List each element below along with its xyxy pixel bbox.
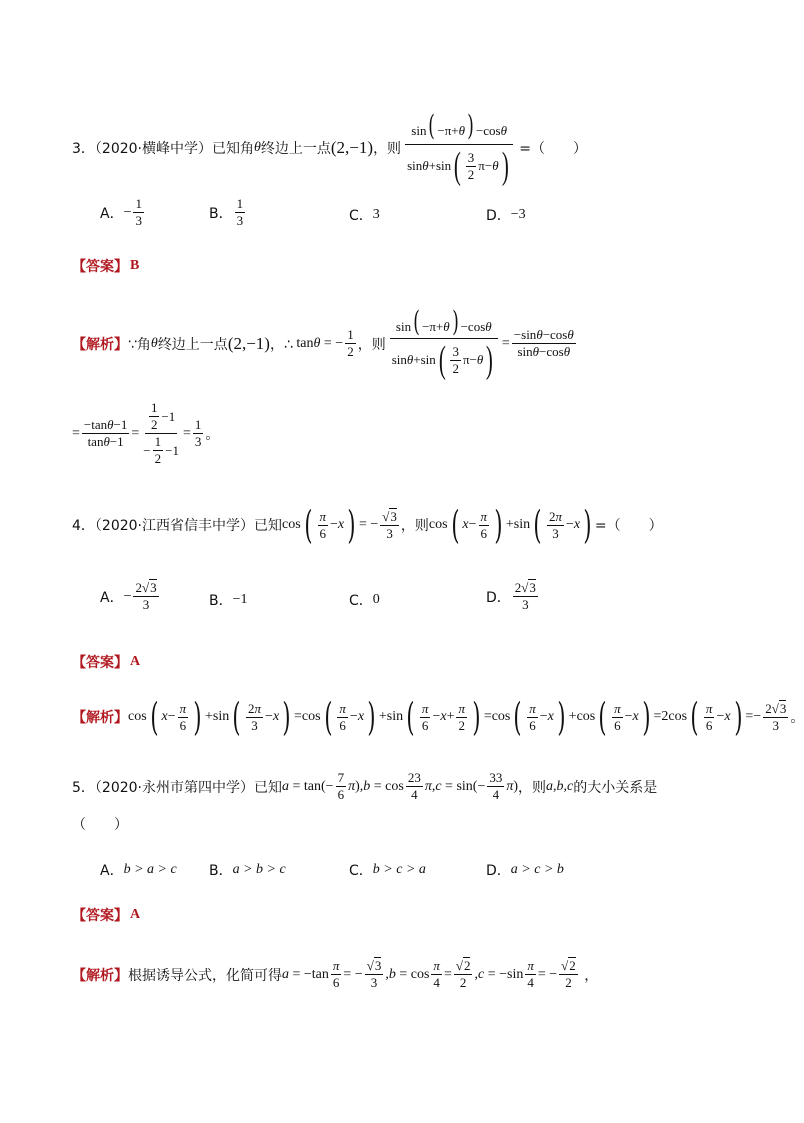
answer-value: B	[130, 258, 140, 273]
q5-stem: 5．（2020·永州市第四中学）已知 a = tan(− $\frac{7}{6}$ π),b = cos $\frac{23}{4}$ π,c = sin(− $\frac{33}{4}$ π) ，则 a,b,c 的大小关系是	[72, 770, 658, 802]
q3-analysis: 【解析】 ∵角 θ 终边上一点 (2,−1) ，∴ tanθ = − $\frac{1}{2}$ ，则 sin( −π+θ) −cosθ sin θ +sin ( $\frac{3}{2}$ π− θ ) = $\frac{-\sin\theta-\cos\theta}{\sin\theta-\cos\theta}$	[72, 305, 574, 381]
q3-option-b[interactable]: B． $\frac{1}{3}$	[209, 196, 244, 228]
q4-option-b[interactable]: B． −1	[209, 592, 248, 609]
q3-eq-blank: =（ ）	[519, 140, 587, 157]
q4-option-c[interactable]: C． 0	[349, 592, 380, 609]
q4-analysis: 【解析】 cos ( x− $\frac{\pi}{6}$ ) +sin ( $\frac{2\pi}{3}$ −x ) =cos ( $\frac{\pi}{6}$ −x ) +sin ( $\frac{\pi}{6}$ −x+ $\frac{\pi}{2}$ ) =cos ( $\frac{\pi}{6}$ −x ) +cos ( $\frac{\pi}{6}$ −x ) =2cos ( $\frac{\pi}{6}$ −x ) =− $\frac{2√3}{3}$ 。	[72, 695, 804, 739]
q3-fraction: sin( −π+θ) −cosθ sin θ +sin ( $\frac{3}{2}$ π− θ )	[403, 108, 515, 187]
q3-stem: 3．（2020·横峰中学）已知角 θ 终边上一点 (2,−1) ，则 sin( −π+θ) −cosθ sin θ +sin ( $\frac{3}{2}$ π− θ ) =（ ）	[72, 109, 587, 187]
q3-analysis-cont: = $\frac{-\tan\theta-1}{\tan\theta-1}$ = $\frac{1}{2}$ −1 − $\frac{1}{2}$ −1 = $\frac{1}{3}$ 。	[72, 400, 220, 466]
q5-analysis: 【解析】 根据诱导公式，化简可得 a = −tan $\frac{\pi}{6}$ = − $\frac{√3}{3}$ ,b = cos $\frac{\pi}{4}$ = $\frac{√2}{2}$ ,c = −sin $\frac{\pi}{4}$ = − $\frac{√2}{2}$ ，	[72, 958, 599, 990]
q3-stem-then: ，则	[373, 140, 402, 157]
q3-option-c[interactable]: C． 3	[349, 207, 380, 224]
q3-answer	[72, 256, 139, 276]
q4-option-a[interactable]: A． − $\frac{2√3}{3}$	[100, 580, 157, 612]
q3-option-a[interactable]: A． − $\frac{1}{3}$	[100, 196, 142, 228]
q5-blank: （ ）	[72, 817, 128, 833]
q5-option-d[interactable]: D． a > c > b	[486, 862, 564, 879]
q5-option-a[interactable]: A． b > a > c	[100, 862, 177, 879]
q4-stem: 4．（2020·江西省信丰中学）已知 cos ( $\frac{\pi}{6}$ −x ) = − $\frac{√3}{3}$ ，则 cos ( x− $\frac{\pi}{6}$ ) +sin ( $\frac{2\pi}{3}$ −x ) =（ ）	[72, 503, 663, 547]
q4-stem-prefix: 4．（2020·江西省信丰中学）已知	[72, 518, 282, 534]
q3-stem-prefix: 3．（2020·横峰中学）已知角	[72, 140, 254, 157]
q3-option-d[interactable]: D． −3	[486, 207, 526, 224]
q3-point: (2,−1)	[330, 137, 374, 157]
q4-answer: 【答案】 A	[72, 654, 141, 671]
q5-option-c[interactable]: C． b > c > a	[349, 862, 426, 879]
q5-option-b[interactable]: B． a > b > c	[209, 862, 286, 879]
q3-stem-mid: 终边上一点	[260, 140, 331, 157]
q5-answer: 【答案】 A	[72, 907, 141, 924]
analysis-tag: 【解析】	[72, 336, 128, 353]
answer-tag: 【答案】	[72, 259, 128, 275]
q4-option-d[interactable]: D． $\frac{2√3}{3}$	[486, 580, 536, 612]
